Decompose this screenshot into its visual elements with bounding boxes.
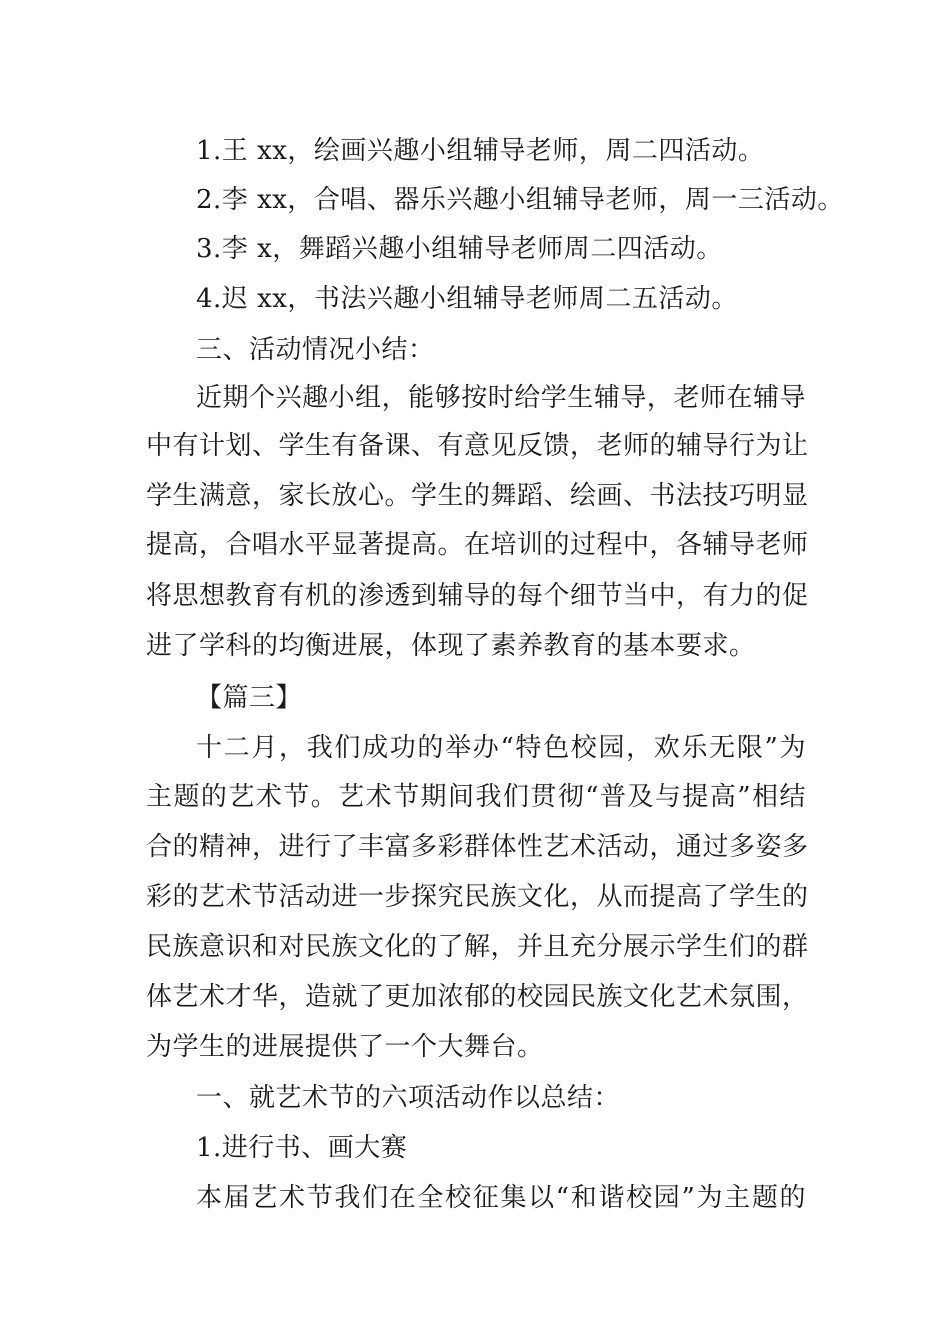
summary-line-2: 中有计划、学生有备课、有意见反馈，老师的辅导行为让 xyxy=(146,431,809,461)
summary-line-1: 近期个兴趣小组，能够按时给学生辅导，老师在辅导 xyxy=(196,383,806,413)
last-paragraph-line: 本届艺术节我们在全校征集以“和谐校园”为主题的 xyxy=(196,1183,806,1213)
list-item-2: 2.李 xx，合唱、器乐兴趣小组辅导老师，周一三活动。 xyxy=(196,185,844,215)
festival-line-1: 十二月，我们成功的举办“特色校园，欢乐无限”为 xyxy=(196,733,806,763)
part-three-heading: 【篇三】 xyxy=(196,683,303,713)
festival-line-5: 民族意识和对民族文化的了解，并且充分展示学生们的群 xyxy=(146,932,809,962)
summary-line-3: 学生满意，家长放心。学生的舞蹈、绘画、书法技巧明显 xyxy=(146,481,809,511)
summary-line-6: 进了学科的均衡进展，体现了素养教育的基本要求。 xyxy=(146,631,756,661)
list-item-4: 4.迟 xx，书法兴趣小组辅导老师周二五活动。 xyxy=(196,284,738,314)
list-item-1: 1.王 xx，绘画兴趣小组辅导老师，周二四活动。 xyxy=(196,136,765,166)
festival-line-7: 为学生的进展提供了一个大舞台。 xyxy=(146,1032,544,1062)
festival-line-6: 体艺术才华，造就了更加浓郁的校园民族文化艺术氛围， xyxy=(146,982,809,1012)
festival-line-3: 合的精神，进行了丰富多彩群体性艺术活动，通过多姿多 xyxy=(146,832,809,862)
summary-line-4: 提高，合唱水平显著提高。在培训的过程中，各辅导老师 xyxy=(146,530,809,560)
sub-heading-1: 1.进行书、画大赛 xyxy=(196,1133,408,1163)
summary-line-5: 将思想教育有机的渗透到辅导的每个细节当中，有力的促 xyxy=(146,581,809,611)
section-three-heading: 三、活动情况小结： xyxy=(196,335,435,365)
section-one-heading: 一、就艺术节的六项活动作以总结： xyxy=(196,1083,621,1113)
list-item-3: 3.李 x，舞蹈兴趣小组辅导老师周二四活动。 xyxy=(196,234,723,264)
festival-line-2: 主题的艺术节。艺术节期间我们贯彻“普及与提高”相结 xyxy=(146,782,806,812)
festival-line-4: 彩的艺术节活动进一步探究民族文化，从而提高了学生的 xyxy=(146,882,809,912)
